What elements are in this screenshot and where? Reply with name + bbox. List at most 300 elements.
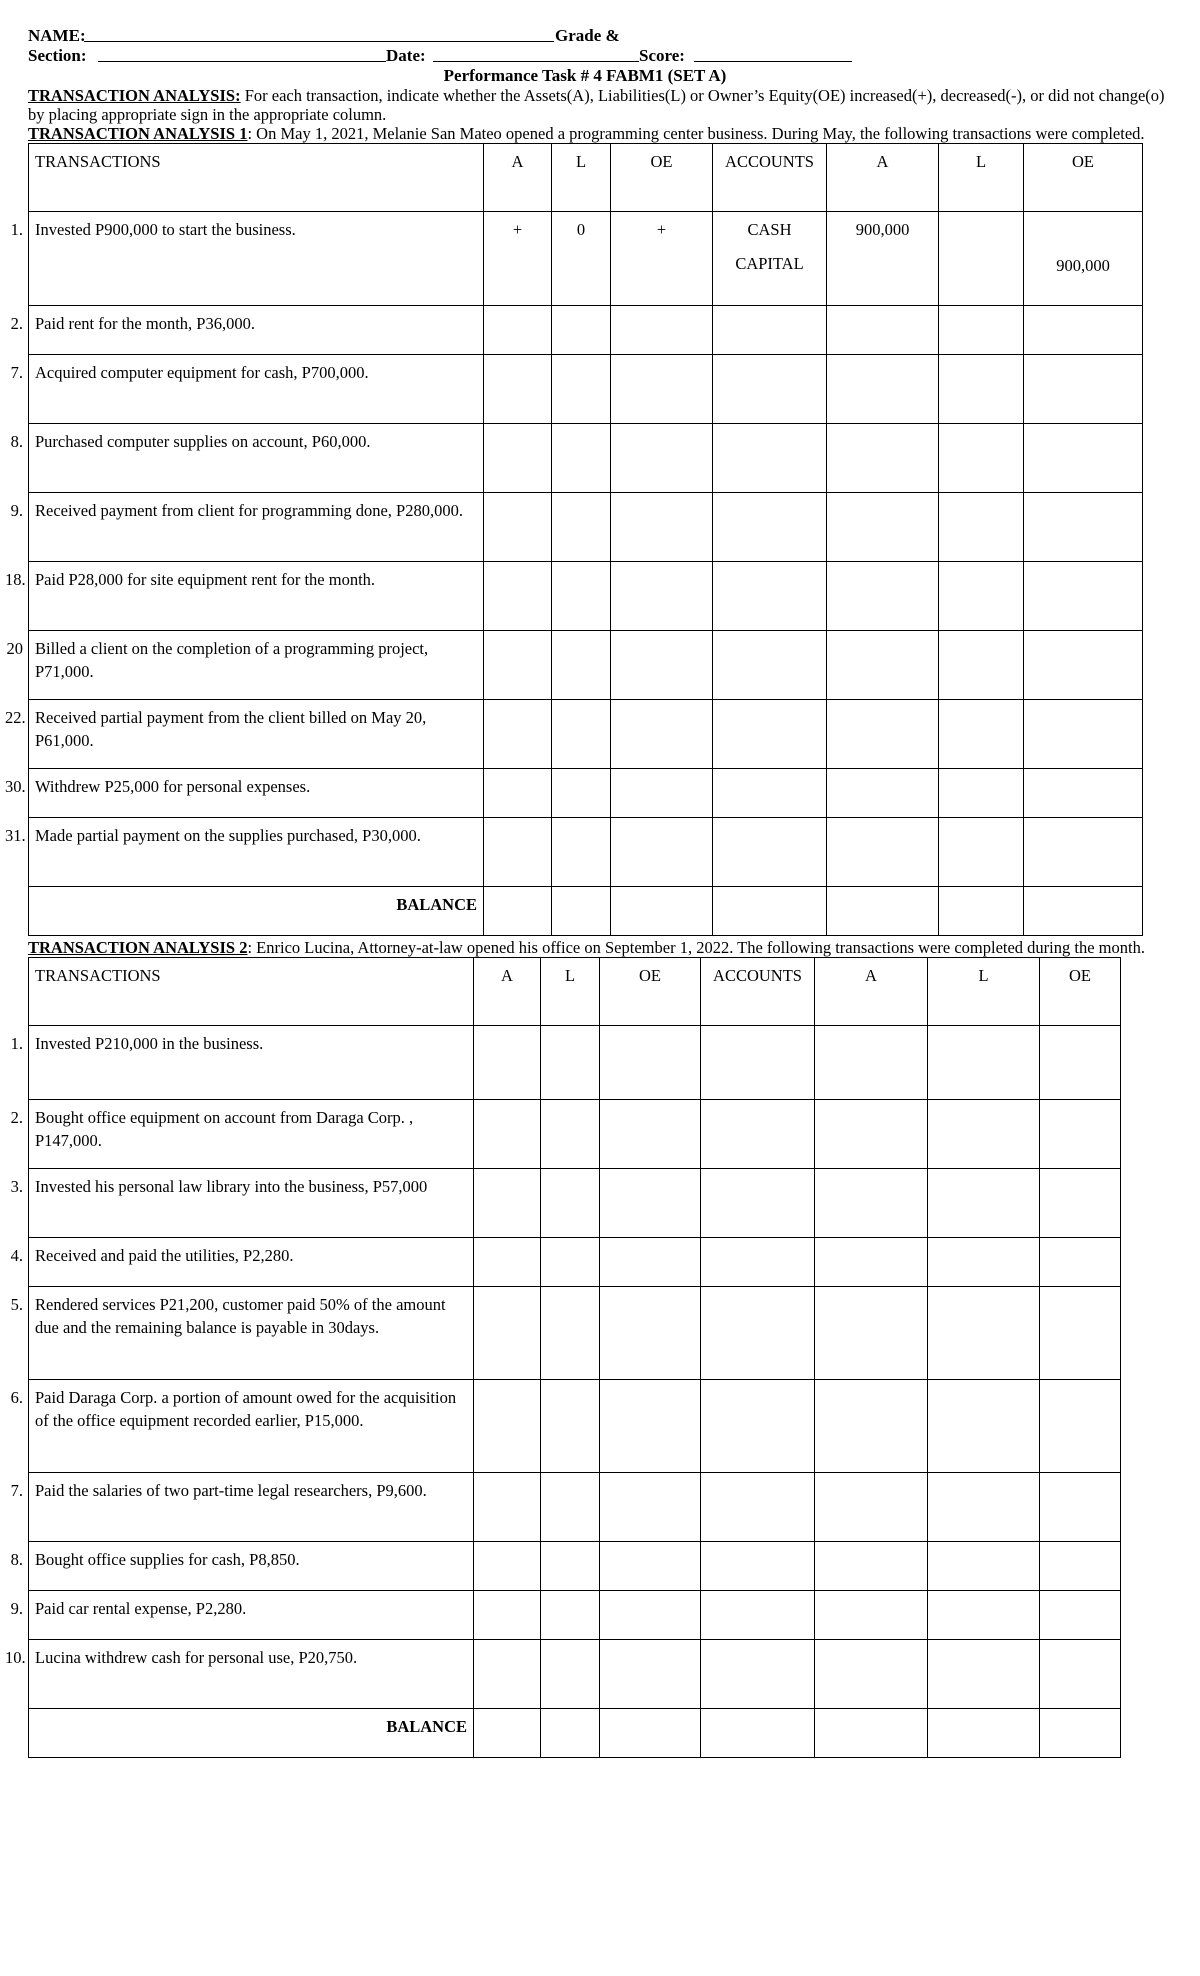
transaction-text: Paid rent for the month, P36,000.: [35, 314, 255, 333]
a-sign-cell[interactable]: [474, 1287, 541, 1380]
analysis2-col-a: A: [474, 958, 541, 1026]
amount-a-cell[interactable]: 900,000: [827, 212, 939, 306]
amount-a-cell[interactable]: [827, 424, 939, 493]
transaction-item: [10, 1244, 467, 1267]
accounts-cell[interactable]: [701, 1640, 815, 1709]
l-sign-cell[interactable]: [541, 1287, 600, 1380]
amount-a-cell[interactable]: [827, 562, 939, 631]
a-sign-cell[interactable]: [474, 1640, 541, 1709]
amount-oe-cell[interactable]: [1040, 1542, 1121, 1591]
oe-sign-cell[interactable]: +: [611, 212, 713, 306]
amount-oe-cell[interactable]: [1024, 355, 1143, 424]
analysis1-col-amount-l: L: [939, 144, 1024, 212]
transaction-number: 2.: [10, 314, 23, 333]
l-sign-cell[interactable]: [541, 1640, 600, 1709]
amount-a-cell[interactable]: [815, 1100, 928, 1169]
transaction-item: [5, 775, 477, 798]
accounts-cell[interactable]: [701, 1100, 815, 1169]
transaction-text: Paid Daraga Corp. a portion of amount owed for the acquisition of the office equipment recorded earlier, P15,000.: [35, 1388, 457, 1430]
amount-l-cell[interactable]: [928, 1542, 1040, 1591]
transaction-number: 6.: [10, 1388, 23, 1407]
transaction-item: [10, 1597, 467, 1620]
accounts-cell[interactable]: [713, 306, 827, 355]
balance-cell[interactable]: [484, 887, 552, 936]
amount-oe-cell[interactable]: [1024, 424, 1143, 493]
a-sign-cell[interactable]: [484, 562, 552, 631]
l-sign-cell[interactable]: [541, 1026, 600, 1100]
l-sign-cell[interactable]: [541, 1542, 600, 1591]
transaction-text: Billed a client on the completion of a programming project, P71,000.: [35, 639, 429, 681]
amount-oe-cell[interactable]: [1024, 631, 1143, 700]
transaction-cell: [5, 562, 484, 631]
table-row: [29, 1238, 1121, 1287]
oe-sign-cell[interactable]: [600, 1640, 701, 1709]
transaction-item: [10, 1293, 467, 1339]
a-sign-cell[interactable]: [484, 493, 552, 562]
analysis1-table: [5, 143, 1143, 936]
oe-sign-cell[interactable]: [600, 1238, 701, 1287]
oe-sign-cell[interactable]: [600, 1169, 701, 1238]
transaction-item: [10, 1032, 467, 1055]
oe-sign-cell[interactable]: [600, 1287, 701, 1380]
balance-cell[interactable]: [600, 1709, 701, 1758]
analysis2-col-accounts: ACCOUNTS: [701, 958, 815, 1026]
transaction-number: 8.: [10, 432, 23, 451]
a-sign-cell[interactable]: [484, 424, 552, 493]
amount-oe-cell[interactable]: [1024, 493, 1143, 562]
amount-l-cell[interactable]: [939, 631, 1024, 700]
amount-l-cell[interactable]: [939, 562, 1024, 631]
table-row: [29, 1287, 1121, 1380]
amount-l-cell[interactable]: [928, 1640, 1040, 1709]
transaction-cell: [10, 1169, 474, 1238]
balance-cell[interactable]: [541, 1709, 600, 1758]
transaction-number: 8.: [10, 1550, 23, 1569]
transaction-cell: [10, 1238, 474, 1287]
balance-cell[interactable]: [552, 887, 611, 936]
analysis2-col-oe: OE: [600, 958, 701, 1026]
amount-l-cell[interactable]: [928, 1591, 1040, 1640]
accounts-cell[interactable]: [713, 769, 827, 818]
table-row: [29, 424, 1143, 493]
a-sign-cell[interactable]: [474, 1238, 541, 1287]
account-name: CASH: [747, 220, 792, 239]
transaction-cell: [6, 631, 484, 700]
l-sign-cell[interactable]: [541, 1380, 600, 1473]
table-row: [29, 769, 1143, 818]
amount-oe-cell[interactable]: [1024, 818, 1143, 887]
amount-a-cell[interactable]: [815, 1287, 928, 1380]
transaction-item: [10, 218, 477, 241]
analysis2-header-row: [29, 958, 1121, 1026]
amount-oe-cell[interactable]: [1040, 1238, 1121, 1287]
amount-l-cell[interactable]: [939, 700, 1024, 769]
amount-a-cell[interactable]: [827, 493, 939, 562]
transaction-text: Bought office equipment on account from Daraga Corp. , P147,000.: [35, 1108, 414, 1150]
transaction-cell: [5, 700, 484, 769]
oe-sign-cell[interactable]: [611, 818, 713, 887]
analysis1-balance-row: [29, 887, 1143, 936]
transaction-cell: [10, 1473, 474, 1542]
analysis2-col-l: L: [541, 958, 600, 1026]
balance-label: BALANCE: [29, 1709, 474, 1758]
amount-oe-cell[interactable]: [1040, 1026, 1121, 1100]
balance-label: BALANCE: [29, 887, 484, 936]
amount-l-cell[interactable]: [928, 1380, 1040, 1473]
analysis2-balance-row: [29, 1709, 1121, 1758]
table-row: [29, 306, 1143, 355]
table-row: [29, 700, 1143, 769]
accounts-cell[interactable]: [713, 562, 827, 631]
amount-l-cell[interactable]: [928, 1287, 1040, 1380]
amount-a-cell[interactable]: [827, 818, 939, 887]
a-sign-cell[interactable]: [474, 1380, 541, 1473]
amount-a-cell[interactable]: [815, 1591, 928, 1640]
analysis1-col-amount-oe: OE: [1024, 144, 1143, 212]
l-sign-cell[interactable]: [541, 1169, 600, 1238]
transaction-number: 1.: [10, 220, 23, 239]
transaction-text: Invested his personal law library into the business, P57,000: [35, 1177, 428, 1196]
amount-l-cell[interactable]: [939, 493, 1024, 562]
analysis1-text: : On May 1, 2021, Melanie San Mateo opened a programming center business. During May, the following transactions were completed.: [247, 124, 1145, 143]
account-name: CAPITAL: [735, 254, 804, 273]
transaction-item: [10, 312, 477, 335]
amount-oe-cell[interactable]: [1040, 1640, 1121, 1709]
header-line-1: [28, 26, 1178, 46]
transaction-cell: [10, 1542, 474, 1591]
amount-a-cell[interactable]: [827, 306, 939, 355]
l-sign-cell[interactable]: [552, 424, 611, 493]
oe-sign-cell[interactable]: [600, 1380, 701, 1473]
balance-cell[interactable]: [611, 887, 713, 936]
table-row: [29, 1100, 1121, 1169]
a-sign-cell[interactable]: [474, 1100, 541, 1169]
oe-sign-cell[interactable]: [600, 1026, 701, 1100]
oe-sign-cell[interactable]: [611, 631, 713, 700]
transaction-item: [10, 1106, 467, 1152]
transaction-text: Acquired computer equipment for cash, P700,000.: [35, 363, 369, 382]
transaction-text: Made partial payment on the supplies purchased, P30,000.: [35, 826, 421, 845]
transaction-cell: [10, 1100, 474, 1169]
transaction-number: 20: [6, 639, 23, 658]
table-row: [29, 1591, 1121, 1640]
transaction-number: 5.: [10, 1295, 23, 1314]
transaction-number: 4.: [10, 1246, 23, 1265]
transaction-number: 22.: [5, 708, 26, 727]
amount-l-cell[interactable]: [939, 818, 1024, 887]
grade-label: Grade &: [555, 26, 620, 45]
transaction-item: [5, 1646, 467, 1669]
transaction-cell: [5, 1640, 474, 1709]
transaction-text: Received payment from client for programming done, P280,000.: [35, 501, 463, 520]
instructions-text: For each transaction, indicate whether the Assets(A), Liabilities(L) or Owner’s Equity(OE) increased(+), decreased(-), or did not change(o) by placing appropriate sign in the appropriate column.: [28, 86, 1165, 124]
transaction-cell: [10, 1026, 474, 1100]
analysis2-text: : Enrico Lucina, Attorney-at-law opened his office on September 1, 2022. The following transactions were completed during the month.: [247, 938, 1145, 957]
amount-oe-value: 900,000: [1056, 256, 1110, 275]
oe-sign-cell[interactable]: [611, 424, 713, 493]
oe-sign-cell[interactable]: [600, 1100, 701, 1169]
balance-cell[interactable]: [1024, 887, 1143, 936]
amount-a-cell[interactable]: [827, 355, 939, 424]
amount-a-cell[interactable]: [815, 1026, 928, 1100]
transaction-number: 31.: [5, 826, 26, 845]
l-sign-cell[interactable]: [541, 1100, 600, 1169]
amount-a-cell[interactable]: [815, 1169, 928, 1238]
instructions-heading: TRANSACTION ANALYSIS:: [28, 86, 241, 105]
a-sign-cell[interactable]: [474, 1169, 541, 1238]
transaction-number: 7.: [10, 363, 23, 382]
analysis1-col-amount-a: A: [827, 144, 939, 212]
a-sign-cell[interactable]: [474, 1591, 541, 1640]
score-field[interactable]: [694, 46, 852, 62]
a-sign-cell[interactable]: [484, 818, 552, 887]
transaction-item: [5, 824, 477, 847]
amount-oe-cell[interactable]: [1040, 1591, 1121, 1640]
worksheet-page: [5, 26, 1178, 1758]
l-sign-cell[interactable]: [552, 631, 611, 700]
transaction-number: 10.: [5, 1648, 26, 1667]
accounts-cell[interactable]: [713, 700, 827, 769]
amount-a-cell[interactable]: [827, 631, 939, 700]
transaction-cell: [10, 1591, 474, 1640]
transaction-number: 18.: [5, 570, 26, 589]
section-field[interactable]: [98, 46, 386, 62]
date-label: Date:: [386, 46, 426, 65]
balance-cell[interactable]: [713, 887, 827, 936]
l-sign-cell[interactable]: [552, 818, 611, 887]
amount-oe-cell[interactable]: [1024, 562, 1143, 631]
table-row: [29, 1542, 1121, 1591]
name-field[interactable]: [84, 26, 554, 42]
analysis1-col-l: L: [552, 144, 611, 212]
analysis2-heading: TRANSACTION ANALYSIS 2: [28, 938, 248, 957]
accounts-cell[interactable]: [701, 1026, 815, 1100]
transaction-text: Paid car rental expense, P2,280.: [35, 1599, 247, 1618]
amount-a-cell[interactable]: [827, 769, 939, 818]
amount-l-cell[interactable]: [939, 212, 1024, 306]
l-sign-cell[interactable]: [541, 1473, 600, 1542]
transaction-item: [5, 568, 477, 591]
amount-oe-cell[interactable]: [1040, 1473, 1121, 1542]
l-sign-cell[interactable]: [541, 1591, 600, 1640]
oe-sign-cell[interactable]: [600, 1591, 701, 1640]
transaction-text: Lucina withdrew cash for personal use, P20,750.: [35, 1648, 358, 1667]
oe-sign-cell[interactable]: [611, 355, 713, 424]
transaction-item: [5, 706, 477, 752]
oe-sign-cell[interactable]: [600, 1542, 701, 1591]
balance-cell[interactable]: [701, 1709, 815, 1758]
l-sign-cell[interactable]: [552, 355, 611, 424]
amount-a-cell[interactable]: [815, 1380, 928, 1473]
amount-l-cell[interactable]: [928, 1238, 1040, 1287]
section-label: Section:: [28, 46, 87, 65]
transaction-item: [6, 637, 477, 683]
l-sign-cell[interactable]: [552, 700, 611, 769]
transaction-cell: [5, 818, 484, 887]
transaction-text: Received and paid the utilities, P2,280.: [35, 1246, 294, 1265]
amount-l-cell[interactable]: [939, 769, 1024, 818]
amount-l-cell[interactable]: [939, 355, 1024, 424]
table-row: [29, 1026, 1121, 1100]
table-row: [29, 212, 1143, 306]
transaction-cell: [10, 424, 484, 493]
amount-l-cell[interactable]: [939, 424, 1024, 493]
transaction-cell: [10, 1380, 474, 1473]
transaction-item: [10, 1386, 467, 1432]
transaction-item: [10, 1479, 467, 1502]
analysis1-intro: [28, 124, 1178, 143]
amount-oe-cell[interactable]: [1024, 769, 1143, 818]
l-sign-cell[interactable]: [552, 306, 611, 355]
amount-l-cell[interactable]: [928, 1100, 1040, 1169]
a-sign-cell[interactable]: [474, 1026, 541, 1100]
amount-a-cell[interactable]: [815, 1640, 928, 1709]
table-row: [29, 818, 1143, 887]
accounts-cell[interactable]: [713, 631, 827, 700]
balance-cell[interactable]: [1040, 1709, 1121, 1758]
accounts-cell[interactable]: [713, 424, 827, 493]
analysis1-header-row: [29, 144, 1143, 212]
transaction-number: 9.: [10, 1599, 23, 1618]
a-sign-cell[interactable]: [484, 769, 552, 818]
balance-cell[interactable]: [815, 1709, 928, 1758]
transaction-text: Withdrew P25,000 for personal expenses.: [35, 777, 311, 796]
accounts-cell[interactable]: [701, 1591, 815, 1640]
analysis2-table: [5, 957, 1121, 1758]
analysis2-intro: [28, 938, 1178, 957]
accounts-cell[interactable]: [701, 1473, 815, 1542]
a-sign-cell[interactable]: [474, 1473, 541, 1542]
transaction-text: Invested P210,000 in the business.: [35, 1034, 264, 1053]
analysis2-col-transactions: TRANSACTIONS: [29, 958, 474, 1026]
transaction-text: Invested P900,000 to start the business.: [35, 220, 296, 239]
a-sign-cell[interactable]: [484, 355, 552, 424]
amount-l-cell[interactable]: [939, 306, 1024, 355]
analysis1-col-oe: OE: [611, 144, 713, 212]
transaction-text: Rendered services P21,200, customer paid 50% of the amount due and the remaining balance is payable in 30days.: [35, 1295, 446, 1337]
transaction-cell: [10, 355, 484, 424]
score-label: Score:: [639, 46, 685, 65]
balance-cell[interactable]: [474, 1709, 541, 1758]
analysis1-col-accounts: ACCOUNTS: [713, 144, 827, 212]
table-row: [29, 355, 1143, 424]
l-sign-cell[interactable]: [552, 769, 611, 818]
balance-cell[interactable]: [939, 887, 1024, 936]
transaction-number: 3.: [10, 1177, 23, 1196]
transaction-number: 9.: [10, 501, 23, 520]
accounts-cell[interactable]: [713, 493, 827, 562]
amount-a-cell[interactable]: [827, 700, 939, 769]
a-sign-cell[interactable]: [484, 700, 552, 769]
oe-sign-cell[interactable]: [600, 1473, 701, 1542]
accounts-cell[interactable]: [701, 1380, 815, 1473]
a-sign-cell[interactable]: +: [484, 212, 552, 306]
l-sign-cell[interactable]: 0: [552, 212, 611, 306]
transaction-text: Paid P28,000 for site equipment rent for the month.: [35, 570, 376, 589]
amount-oe-cell[interactable]: [1040, 1287, 1121, 1380]
transaction-text: Paid the salaries of two part-time legal researchers, P9,600.: [35, 1481, 427, 1500]
l-sign-cell[interactable]: [552, 562, 611, 631]
amount-a-cell[interactable]: [815, 1473, 928, 1542]
transaction-item: [10, 1175, 467, 1198]
transaction-item: [10, 499, 477, 522]
l-sign-cell[interactable]: [552, 493, 611, 562]
analysis2-col-amount-oe: OE: [1040, 958, 1121, 1026]
amount-l-cell[interactable]: [928, 1473, 1040, 1542]
transaction-text: Received partial payment from the client billed on May 20, P61,000.: [35, 708, 427, 750]
transaction-text: Purchased computer supplies on account, P60,000.: [35, 432, 371, 451]
accounts-cell[interactable]: [701, 1169, 815, 1238]
oe-sign-cell[interactable]: [611, 562, 713, 631]
page-title: Performance Task # 4 FABM1 (SET A): [443, 66, 727, 85]
transaction-cell: [5, 769, 484, 818]
balance-cell[interactable]: [928, 1709, 1040, 1758]
accounts-cell[interactable]: [701, 1542, 815, 1591]
transaction-number: 1.: [10, 1034, 23, 1053]
oe-sign-cell[interactable]: [611, 306, 713, 355]
amount-l-cell[interactable]: [928, 1026, 1040, 1100]
instructions: [28, 86, 1178, 124]
table-row: [29, 1169, 1121, 1238]
oe-sign-cell[interactable]: [611, 493, 713, 562]
amount-l-cell[interactable]: [928, 1169, 1040, 1238]
oe-sign-cell[interactable]: [611, 700, 713, 769]
balance-cell[interactable]: [827, 887, 939, 936]
table-row: [29, 493, 1143, 562]
a-sign-cell[interactable]: [484, 306, 552, 355]
analysis2-col-amount-l: L: [928, 958, 1040, 1026]
accounts-cell[interactable]: [701, 1287, 815, 1380]
transaction-item: [10, 1548, 467, 1571]
a-sign-cell[interactable]: [484, 631, 552, 700]
accounts-cell[interactable]: [713, 355, 827, 424]
table-row: [29, 1380, 1121, 1473]
table-row: [29, 1640, 1121, 1709]
amount-oe-cell[interactable]: [1024, 700, 1143, 769]
amount-oe-cell[interactable]: [1024, 306, 1143, 355]
transaction-item: [10, 361, 477, 384]
analysis1-col-transactions: TRANSACTIONS: [29, 144, 484, 212]
amount-oe-cell[interactable]: [1040, 1380, 1121, 1473]
oe-sign-cell[interactable]: [611, 769, 713, 818]
date-field[interactable]: [433, 46, 639, 62]
a-sign-cell[interactable]: [474, 1542, 541, 1591]
header-line-2: [28, 46, 1178, 66]
amount-oe-cell[interactable]: [1040, 1169, 1121, 1238]
transaction-item: [10, 430, 477, 453]
transaction-text: Bought office supplies for cash, P8,850.: [35, 1550, 300, 1569]
amount-oe-cell[interactable]: [1040, 1100, 1121, 1169]
amount-oe-cell[interactable]: [1024, 212, 1143, 306]
analysis1-col-a: A: [484, 144, 552, 212]
table-row: [29, 1473, 1121, 1542]
analysis2-col-amount-a: A: [815, 958, 928, 1026]
transaction-cell: [10, 1287, 474, 1380]
transaction-number: 2.: [10, 1108, 23, 1127]
transaction-number: 7.: [10, 1481, 23, 1500]
analysis1-heading: TRANSACTION ANALYSIS 1: [28, 124, 248, 143]
transaction-cell: [10, 212, 484, 306]
table-row: [29, 631, 1143, 700]
amount-a-cell[interactable]: [815, 1542, 928, 1591]
l-sign-cell[interactable]: [541, 1238, 600, 1287]
accounts-cell[interactable]: [701, 1238, 815, 1287]
transaction-cell: [10, 306, 484, 355]
accounts-cell[interactable]: [713, 212, 827, 306]
accounts-cell[interactable]: [713, 818, 827, 887]
name-label: NAME:: [28, 26, 86, 45]
amount-a-cell[interactable]: [815, 1238, 928, 1287]
